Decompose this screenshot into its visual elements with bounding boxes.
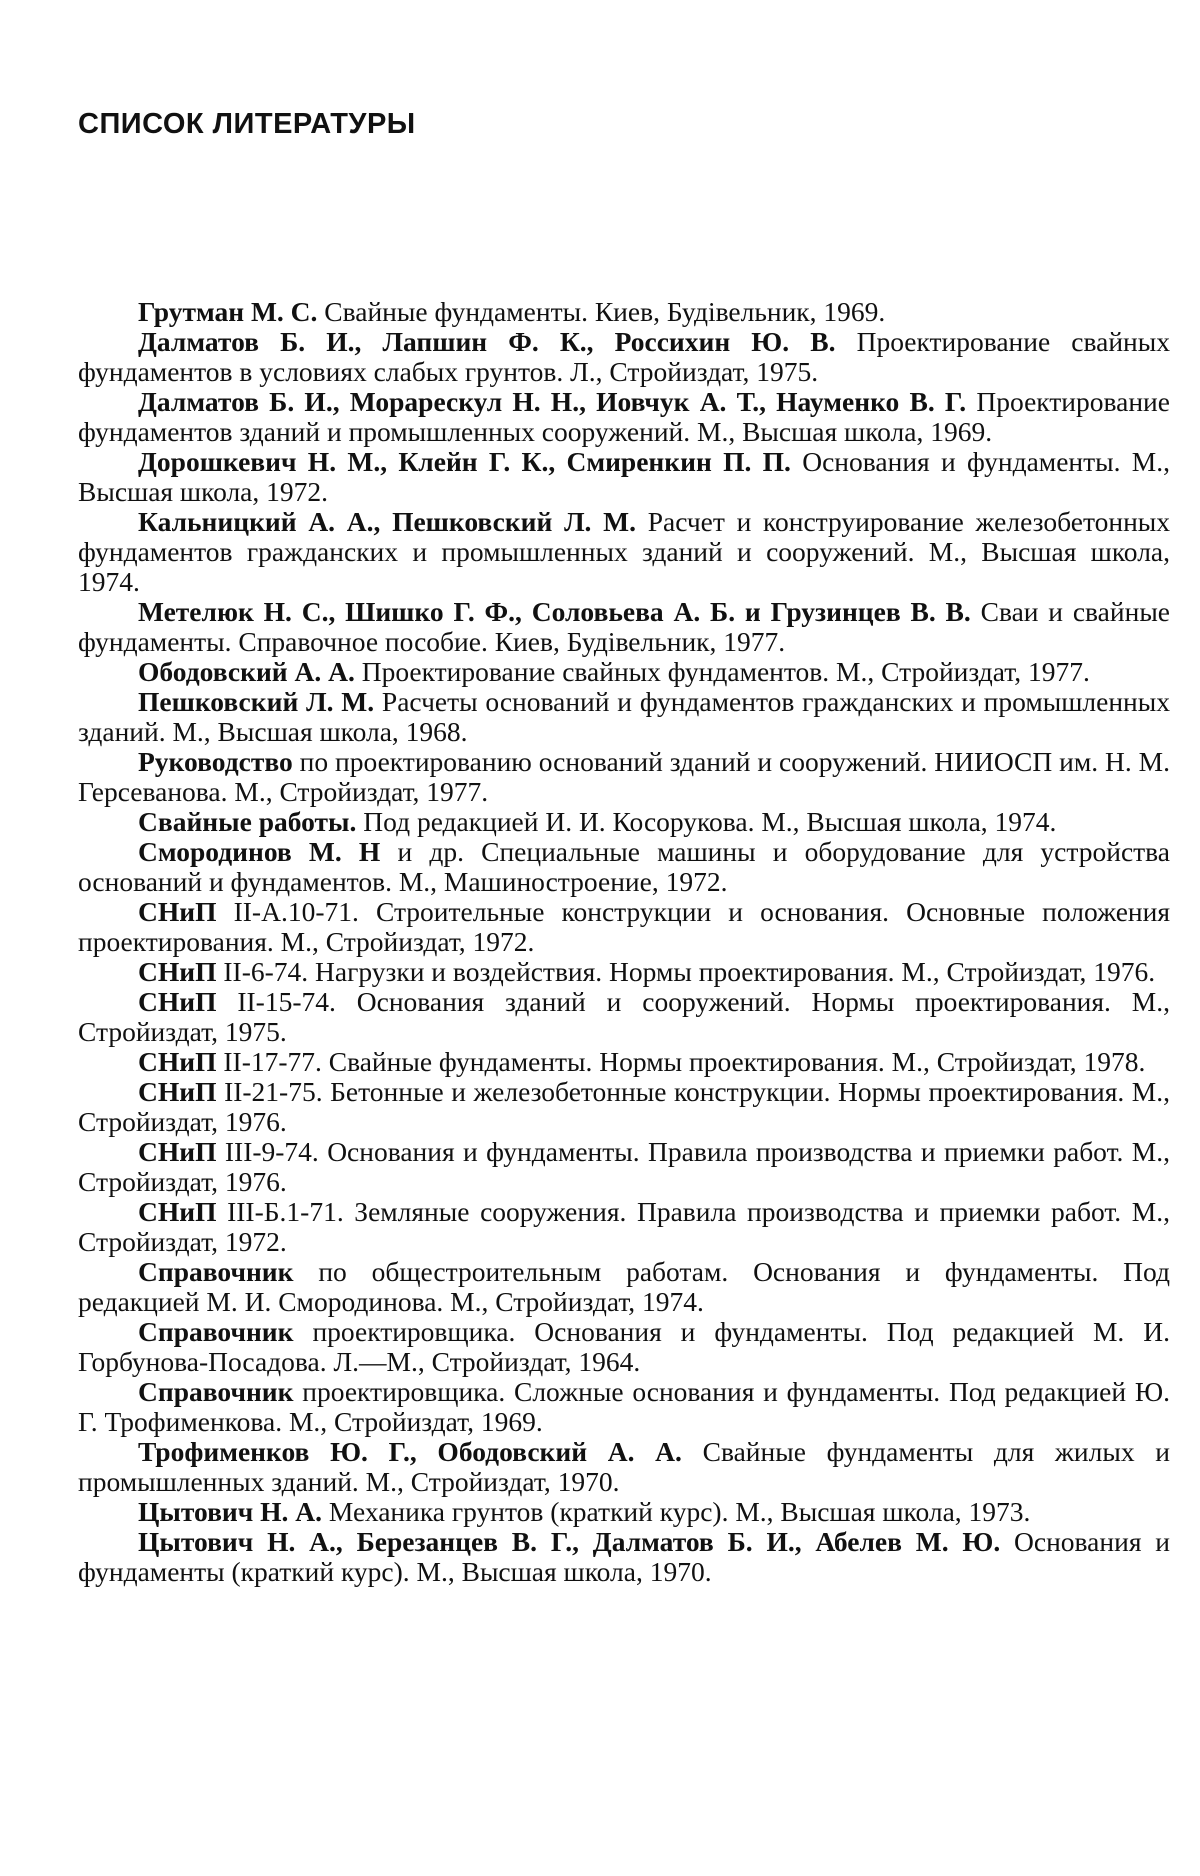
entry-author: Руководство xyxy=(138,746,293,777)
entry-text: по общестроительным работам. Основания и фундаменты. Под редакцией М. И. Смородинова. М., Стройиздат, 1974. xyxy=(78,1256,1170,1317)
entry-author: Трофименков Ю. Г., Ободовский А. А. xyxy=(138,1436,682,1467)
entry-author: Метелюк Н. С., Шишко Г. Ф., Соловьева А. Б. и Грузинцев В. В. xyxy=(138,596,971,627)
entry-text: проектировщика. Сложные основания и фундаменты. Под редакцией Ю. Г. Трофименкова. М., Стройиздат, 1969. xyxy=(78,1376,1170,1437)
entry-author: Кальницкий А. А., Пешковский Л. М. xyxy=(138,506,636,537)
entry-author: Справочник xyxy=(138,1256,294,1287)
entry-text: Проектирование фундаментов зданий и промышленных сооружений. М., Высшая школа, 1969. xyxy=(78,386,1170,447)
bibliography-entry xyxy=(78,1077,1170,1137)
bibliography-entry xyxy=(78,897,1170,957)
entry-author: Цытович Н. А., Березанцев В. Г., Далматов Б. И., Абелев М. Ю. xyxy=(138,1526,1001,1557)
entry-text: Проектирование свайных фундаментов в условиях слабых грунтов. Л., Стройиздат, 1975. xyxy=(78,326,1170,387)
bibliography-entry xyxy=(78,747,1170,807)
bibliography-entry xyxy=(78,1137,1170,1197)
entry-author: СНиП xyxy=(138,896,217,927)
bibliography-entry xyxy=(78,837,1170,897)
entry-text: II-А.10-71. Строительные конструкции и основания. Основные положения проектирования. М., Стройиздат, 1972. xyxy=(78,896,1170,957)
entry-author: СНиП xyxy=(138,956,217,987)
entry-text: III-Б.1-71. Земляные сооружения. Правила производства и приемки работ. М., Стройиздат, 1972. xyxy=(78,1196,1170,1257)
bibliography-entry xyxy=(78,1047,1170,1077)
entry-text: и др. Специальные машины и оборудование для устройства оснований и фундаментов. М., Машиностроение, 1972. xyxy=(78,836,1170,897)
entry-text: II-17-77. Свайные фундаменты. Нормы проектирования. М., Стройиздат, 1978. xyxy=(216,1046,1146,1077)
bibliography-entry xyxy=(78,327,1170,387)
entry-text: Проектирование свайных фундаментов. М., Стройиздат, 1977. xyxy=(354,656,1090,687)
entry-author: СНиП xyxy=(138,1076,217,1107)
entry-text: II-6-74. Нагрузки и воздействия. Нормы проектирования. М., Стройиздат, 1976. xyxy=(216,956,1156,987)
entry-text: Механика грунтов (краткий курс). М., Высшая школа, 1973. xyxy=(322,1496,1031,1527)
entry-text: Свайные фундаменты. Киев, Будівельник, 1969. xyxy=(317,296,886,327)
bibliography-entry xyxy=(78,597,1170,657)
entry-author: Далматов Б. И., Морарескул Н. Н., Иовчук А. Т., Науменко В. Г. xyxy=(138,386,967,417)
entry-text: II-21-75. Бетонные и железобетонные конструкции. Нормы проектирования. М., Стройиздат, 1976. xyxy=(78,1076,1170,1137)
entry-text: по проектированию оснований зданий и сооружений. НИИОСП им. Н. М. Герсеванова. М., Стройиздат, 1977. xyxy=(78,746,1170,807)
bibliography-entry xyxy=(78,1377,1170,1437)
entry-author: Далматов Б. И., Лапшин Ф. К., Россихин Ю. В. xyxy=(138,326,836,357)
entry-text: проектировщика. Основания и фундаменты. Под редакцией М. И. Горбунова-Посадова. Л.—М., Стройиздат, 1964. xyxy=(78,1316,1170,1377)
bibliography-entry xyxy=(78,387,1170,447)
entry-text: Расчеты оснований и фундаментов гражданских и промышленных зданий. М., Высшая школа, 1968. xyxy=(78,686,1170,747)
bibliography-entry xyxy=(78,687,1170,747)
entry-author: СНиП xyxy=(138,1046,217,1077)
bibliography-entry xyxy=(78,1527,1170,1587)
entry-text: Под редакцией И. И. Косорукова. М., Высшая школа, 1974. xyxy=(356,806,1057,837)
entry-text: Расчет и конструирование железобетонных фундаментов гражданских и промышленных зданий и сооружений. М., Высшая школа, 1974. xyxy=(78,506,1171,597)
bibliography-entry xyxy=(78,447,1170,507)
bibliography-entry xyxy=(78,507,1170,597)
bibliography-entry xyxy=(78,1437,1170,1497)
section-heading: СПИСОК ЛИТЕРАТУРЫ xyxy=(78,108,416,140)
bibliography-entry xyxy=(78,957,1170,987)
entry-text: Основания и фундаменты (краткий курс). М., Высшая школа, 1970. xyxy=(78,1526,1170,1587)
bibliography-entry xyxy=(78,1497,1170,1527)
entry-author: СНиП xyxy=(138,1196,217,1227)
entry-text: Основания и фундаменты. М., Высшая школа, 1972. xyxy=(78,446,1170,507)
entry-text: III-9-74. Основания и фундаменты. Правила производства и приемки работ. М., Стройиздат, 1976. xyxy=(78,1136,1170,1197)
bibliography-entry xyxy=(78,807,1170,837)
entry-author: Свайные работы. xyxy=(138,806,357,837)
bibliography-entry xyxy=(78,1317,1170,1377)
entry-text: II-15-74. Основания зданий и сооружений. Нормы проектирования. М., Стройиздат, 1975. xyxy=(78,986,1170,1047)
bibliography-entry xyxy=(78,1197,1170,1257)
bibliography-entry xyxy=(78,1257,1170,1317)
entry-author: Справочник xyxy=(138,1316,294,1347)
bibliography-entry xyxy=(78,657,1170,687)
entry-author: Смородинов М. Н xyxy=(138,836,381,867)
entry-author: Ободовский А. А. xyxy=(138,656,355,687)
entry-author: СНиП xyxy=(138,1136,217,1167)
entry-text: Свайные фундаменты для жилых и промышленных зданий. М., Стройиздат, 1970. xyxy=(78,1436,1171,1497)
entry-text: Сваи и свайные фундаменты. Справочное пособие. Киев, Будівельник, 1977. xyxy=(78,596,1171,657)
entry-author: Пешковский Л. М. xyxy=(138,686,375,717)
entry-author: СНиП xyxy=(138,986,217,1017)
bibliography-list xyxy=(78,297,1170,1587)
entry-author: Дорошкевич Н. М., Клейн Г. К., Смиренкин П. П. xyxy=(138,446,791,477)
bibliography-entry xyxy=(78,987,1170,1047)
entry-author: Грутман М. С. xyxy=(138,296,318,327)
entry-author: Цытович Н. А. xyxy=(138,1496,323,1527)
entry-author: Справочник xyxy=(138,1376,294,1407)
bibliography-entry xyxy=(78,297,1170,327)
